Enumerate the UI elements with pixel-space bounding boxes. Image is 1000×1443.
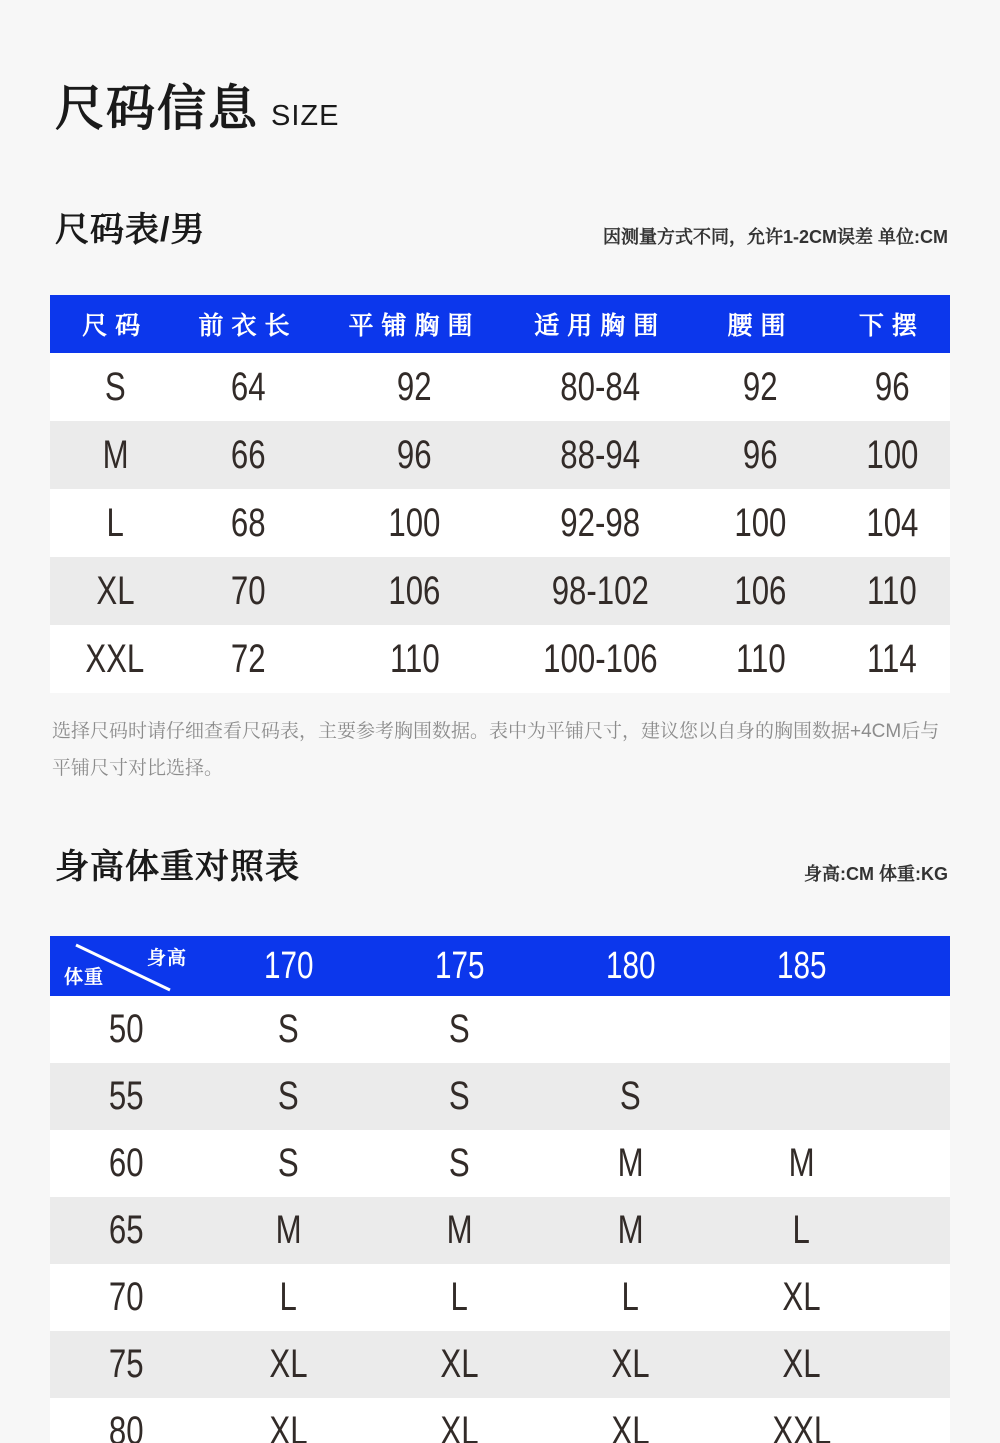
weight-cell: 55 (109, 1074, 144, 1118)
measurement-cell: 72 (230, 636, 266, 681)
measurement-cell: 104 (865, 500, 918, 545)
recommended-size-cell (545, 996, 716, 1063)
recommended-size-cell: M (617, 1208, 644, 1252)
weight-cell: 70 (109, 1275, 144, 1319)
measurement-cell: 110 (867, 568, 917, 613)
weight-cell: 75 (109, 1342, 144, 1386)
mens-size-section (0, 202, 1000, 787)
measurement-cell: 110 (389, 636, 440, 681)
size-table-header-cell: 平铺胸围 (315, 295, 513, 353)
spacer-cell (887, 1130, 950, 1197)
recommended-size-cell: XL (440, 1342, 479, 1386)
spacer-cell (887, 996, 950, 1063)
recommended-size-cell: XXL (772, 1409, 831, 1443)
hw-table-header (50, 936, 950, 996)
header-spacer-cell (887, 936, 950, 996)
recommended-size-cell: S (449, 1141, 470, 1185)
weight-cell: 65 (109, 1208, 144, 1252)
recommended-size-cell: S (449, 1074, 470, 1118)
hw-table-row (50, 1264, 950, 1331)
size-table-header-cell: 腰围 (687, 295, 834, 353)
recommended-size-cell: M (275, 1208, 302, 1252)
tolerance-note: 因测量方式不同，允许1-2CM误差 单位:CM (603, 227, 948, 247)
measurement-cell: 88-94 (560, 432, 641, 477)
measurement-cell: 92-98 (560, 500, 641, 545)
size-table-header-cell: 尺码 (50, 295, 180, 353)
hw-table-header-row (50, 936, 950, 996)
size-table-row (50, 489, 950, 557)
measurement-cell: 80-84 (560, 364, 641, 409)
size-table-header-cell: 前衣长 (180, 295, 315, 353)
size-table-row (50, 557, 950, 625)
unit-note: 身高:CM 体重:KG (804, 864, 948, 884)
corner-height-label: 身高 (146, 948, 187, 969)
recommended-size-cell: M (788, 1141, 815, 1185)
height-header-cell: 170 (203, 936, 374, 996)
recommended-size-cell: L (792, 1208, 811, 1252)
hw-table-row (50, 1063, 950, 1130)
recommended-size-cell: XL (269, 1409, 308, 1443)
measurement-cell: 96 (397, 432, 432, 477)
hw-table-row (50, 1197, 950, 1264)
recommended-size-cell: XL (782, 1275, 821, 1319)
spacer-cell (887, 1264, 950, 1331)
measurement-cell: 96 (743, 432, 778, 477)
recommended-size-cell: XL (611, 1409, 650, 1443)
measurement-cell: 64 (230, 364, 266, 409)
recommended-size-cell: L (621, 1275, 640, 1319)
size-table (50, 295, 950, 693)
tip-line: 选择尺码时请仔细查看尺码表，主要参考胸围数据。表中为平铺尺寸，建议您以自身的胸围数据+4CM后与 (52, 721, 940, 742)
page-title-cn: 尺码信息 (55, 82, 260, 136)
recommended-size-cell: S (278, 1074, 299, 1118)
size-table-row (50, 421, 950, 489)
height-header-cell: 185 (716, 936, 887, 996)
recommended-size-cell (716, 1063, 887, 1130)
size-table-header (50, 295, 950, 353)
measurement-cell: 100-106 (543, 636, 658, 681)
size-label-cell: XL (96, 568, 135, 613)
measurement-cell: 100 (865, 432, 918, 477)
measurement-cell: 100 (388, 500, 441, 545)
weight-cell: 50 (109, 1007, 144, 1051)
weight-cell: 60 (109, 1141, 144, 1185)
spacer-cell (887, 1197, 950, 1264)
corner-weight-label: 体重 (64, 967, 105, 988)
page-title (55, 70, 1000, 140)
height-weight-heading: 身高体重对照表 (55, 848, 300, 886)
measurement-cell: 92 (397, 364, 432, 409)
hw-table-row (50, 1398, 950, 1443)
recommended-size-cell: S (278, 1007, 299, 1051)
size-label-cell: M (102, 432, 129, 477)
recommended-size-cell: S (449, 1007, 470, 1051)
recommended-size-cell: XL (440, 1409, 479, 1443)
measurement-cell: 96 (874, 364, 910, 409)
size-table-heading: 尺码表/男 (55, 211, 206, 249)
size-label-cell: L (106, 500, 124, 545)
height-header-cell: 175 (374, 936, 545, 996)
recommended-size-cell: M (446, 1208, 473, 1252)
recommended-size-cell: L (450, 1275, 469, 1319)
recommended-size-cell: M (617, 1141, 644, 1185)
measurement-cell: 98-102 (551, 568, 649, 613)
measurement-cell: 68 (230, 500, 266, 545)
size-table-header-cell: 下摆 (834, 295, 950, 353)
size-section-head (55, 202, 948, 251)
recommended-size-cell: L (279, 1275, 298, 1319)
recommended-size-cell: S (620, 1074, 641, 1118)
measurement-cell: 110 (735, 636, 786, 681)
hw-table-row (50, 996, 950, 1063)
size-table-header-cell: 适用胸围 (513, 295, 687, 353)
corner-header-cell (50, 936, 203, 996)
spacer-cell (887, 1331, 950, 1398)
spacer-cell (887, 1063, 950, 1130)
page-title-en: SIZE (271, 100, 340, 132)
measurement-cell: 100 (734, 500, 787, 545)
tip-line: 平铺尺寸对比选择。 (52, 758, 224, 779)
measurement-cell: 106 (388, 568, 441, 613)
measurement-cell: 66 (230, 432, 266, 477)
size-table-body (50, 353, 950, 693)
measurement-cell: 70 (230, 568, 266, 613)
size-label-cell: S (104, 364, 126, 409)
spacer-cell (887, 1398, 950, 1443)
recommended-size-cell: S (278, 1141, 299, 1185)
recommended-size-cell: XL (269, 1342, 308, 1386)
height-weight-section (0, 839, 1000, 1443)
size-table-row (50, 625, 950, 693)
size-selection-tip (52, 713, 950, 787)
measurement-cell: 92 (743, 364, 778, 409)
recommended-size-cell (716, 996, 887, 1063)
recommended-size-cell: XL (611, 1342, 650, 1386)
recommended-size-cell: XL (782, 1342, 821, 1386)
height-weight-table (50, 936, 950, 1443)
hw-section-head (55, 839, 948, 888)
hw-table-body (50, 996, 950, 1443)
hw-table-row (50, 1130, 950, 1197)
size-label-cell: XXL (85, 636, 145, 681)
weight-cell: 80 (109, 1409, 144, 1443)
size-table-row (50, 353, 950, 421)
measurement-cell: 106 (734, 568, 787, 613)
measurement-cell: 114 (867, 636, 917, 681)
hw-table-row (50, 1331, 950, 1398)
size-table-header-row (50, 295, 950, 353)
height-header-cell: 180 (545, 936, 716, 996)
